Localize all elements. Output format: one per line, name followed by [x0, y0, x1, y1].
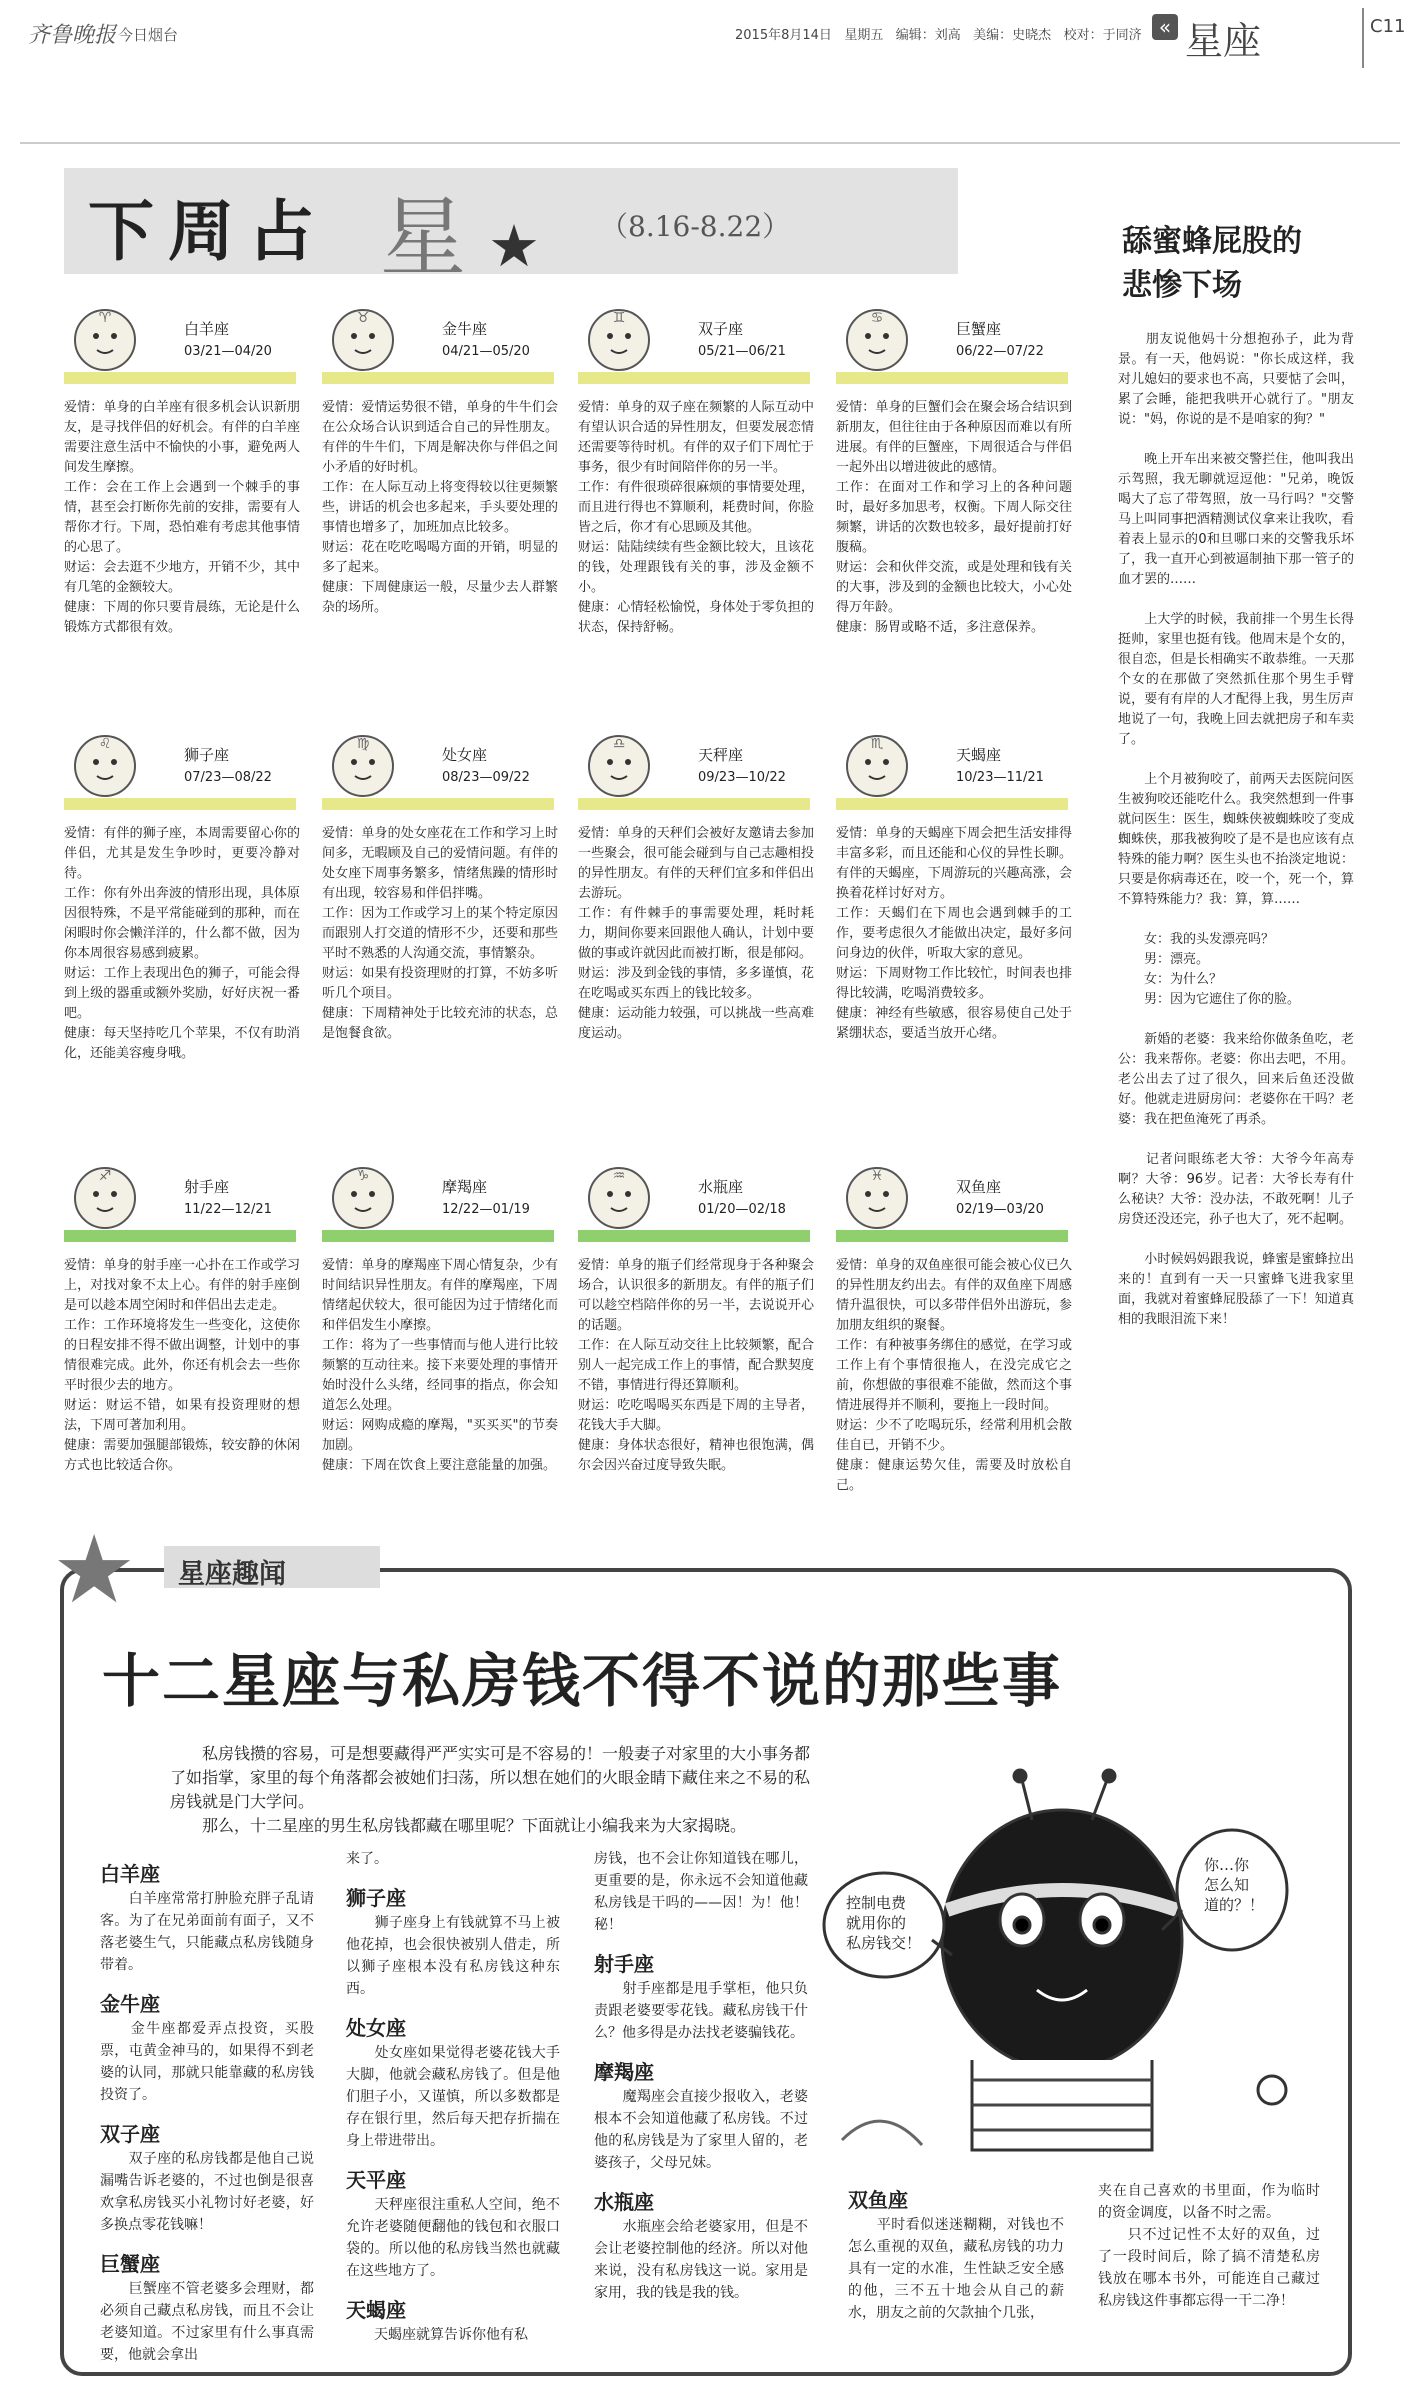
zodiac-dates: 02/19—03/20: [956, 1202, 1044, 1217]
zodiac-dates: 09/23—10/22: [698, 770, 786, 785]
svg-text:♈: ♈: [98, 310, 112, 326]
zodiac-name: 金牛座: [442, 320, 488, 338]
zodiac-mascot-icon: [64, 1158, 146, 1240]
zodiac-dates: 10/23—11/21: [956, 770, 1044, 785]
feature-sign-heading: 水瓶座: [594, 2190, 654, 2214]
issue-date: 2015年8月14日: [735, 28, 832, 43]
zodiac-name: 狮子座: [184, 746, 230, 764]
cartoon-bubble-left-line: 私房钱交！: [846, 1934, 922, 1952]
zodiac-forecast: 爱情：单身的摩羯座下周心情复杂，少有时间结识异性朋友。有伴的摩羯座，下周情绪起伏较大，很可能因为过于情绪化而和伴侣发生小摩擦。 工作：将为了一些事情而与他人进行比较频繁的互动往来。接下来要处理的事情开始时没什么头绪，经同事的指点，你会知道怎么处理。 财运：网购成瘾的摩羯，"买买买"的节奏加剧。 健康：下周在饮食上要注意能量的加强。: [322, 1258, 558, 1473]
svg-text:♐: ♐: [98, 1168, 112, 1184]
zodiac-color-bar: [322, 798, 554, 810]
zodiac-name: 射手座: [184, 1178, 230, 1196]
feature-sign-text: 来了。: [346, 1851, 388, 1867]
zodiac-name: 白羊座: [184, 320, 230, 338]
feature-sign-heading: 双子座: [100, 2122, 160, 2146]
zodiac-color-bar: [64, 798, 296, 810]
feature-sign-text: 双子座的私房钱都是他自己说漏嘴告诉老婆的，不过也倒是很喜欢拿私房钱买小礼物讨好老婆，好多换点零花钱嘛！: [100, 2151, 314, 2233]
svg-text:♉: ♉: [356, 310, 370, 326]
header-divider: [1362, 8, 1364, 68]
feature-intro: 私房钱攒的容易，可是想要藏得严严实实可是不容易的！一般妻子对家里的大小事务都了如指掌，家里的每个角落都会被她们扫荡，所以想在她们的火眼金睛下藏住来之不易的私房钱就是门大学问。 那么，十二星座的男生私房钱都藏在哪里呢？下面就让小编我来为大家揭晓。: [170, 1744, 811, 1835]
side-story-title: [1122, 220, 1302, 308]
star-icon: ★: [52, 1516, 137, 1625]
svg-text:♊: ♊: [612, 310, 626, 326]
zodiac-mascot-icon: [64, 300, 146, 382]
feature-sign-text: 狮子座身上有钱就算不马上被他花掉，也会很快被别人借走，所以狮子座根本没有私房钱这种东西。: [346, 1915, 560, 1997]
weekly-date-range: （8.16-8.22）: [600, 210, 791, 243]
zodiac-dates: 03/21—04/20: [184, 344, 272, 359]
feature-sign-text: 处女座如果觉得老婆花钱大手大脚，他就会藏私房钱了。但是他们胆子小，又谨慎，所以多数都是存在银行里，然后每天把存折揣在身上带进带出。: [346, 2045, 560, 2149]
cartoon-bubble-right-line: 你…你: [1204, 1856, 1250, 1874]
zodiac-name: 摩羯座: [442, 1178, 488, 1196]
feature-sign-heading: 天平座: [346, 2168, 406, 2192]
feature-sign-text: 天蝎座就算告诉你他有私: [346, 2327, 528, 2343]
feature-sign-heading: 白羊座: [100, 1862, 160, 1886]
zodiac-name: 双子座: [698, 320, 744, 338]
feature-sign-text: 天秤座很注重私人空间，绝不允许老婆随便翻他的钱包和衣服口袋的。所以他的私房钱当然也就藏在这些地方了。: [346, 2197, 560, 2279]
feature-sign-heading: 天蝎座: [346, 2298, 406, 2322]
feature-sign-heading: 射手座: [594, 1952, 654, 1976]
edition-name: 今日烟台: [118, 26, 179, 44]
side-story-title-line1: 舔蜜蜂屁股的: [1122, 224, 1302, 259]
zodiac-mascot-icon: [322, 1158, 404, 1240]
zodiac-color-bar: [578, 1230, 810, 1242]
section-title: 星座: [1185, 19, 1262, 63]
zodiac-color-bar: [322, 372, 554, 384]
zodiac-forecast: 爱情：单身的处女座花在工作和学习上时间多，无暇顾及自己的爱情问题。有伴的处女座下周事务繁多，情绪焦躁的情形时有出现，较容易和伴侣拌嘴。 工作：因为工作或学习上的某个特定原因而跟别人打交道的情形不少，还要和那些平时不熟悉的人沟通交流，事情繁杂。 财运：如果有投资理财的打算，不妨多听听几个项目。 健康：下周精神处于比较充沛的状态，总是饱餐食欲。: [322, 826, 558, 1041]
header-meta: [735, 24, 1142, 43]
feature-sign-heading: 处女座: [346, 2016, 406, 2040]
zodiac-mascot-icon: [578, 726, 660, 808]
zodiac-dates: 12/22—01/19: [442, 1202, 530, 1217]
svg-text:♑: ♑: [356, 1168, 370, 1184]
zodiac-forecast: 爱情：单身的双子座在频繁的人际互动中有望认识合适的异性朋友，但要发展恋情还需要等待时机。有伴的双子们下周忙于事务，很少有时间陪伴你的另一半。 工作：有件很琐碎很麻烦的事情要处理，而且进行得也不算顺利，耗费时间，你脸皆之后，你才有心思顾及其他。 财运：陆陆续续有些金额比较大，且该花的钱，处理跟钱有关的事，涉及金额不小。 健康：心情轻松愉悦，身体处于零负担的状态，保持舒畅。: [578, 400, 814, 635]
zodiac-mascot-icon: [836, 300, 918, 382]
zodiac-dates: 08/23—09/22: [442, 770, 530, 785]
feature-sign-heading: 狮子座: [346, 1886, 406, 1910]
zodiac-forecast: 爱情：单身的巨蟹们会在聚会场合结识到新朋友，但往往由于各种原因而难以有所进展。有伴的巨蟹座，下周很适合与伴侣一起外出以增进彼此的感情。 工作：在面对工作和学习上的各种问题时，最好多加思考，权衡。下周人际交往频繁，讲话的次数也较多，最好提前打好腹稿。 财运：会和伙伴交流，或是处理和钱有关的大事，涉及到的金额也比较大，小心处得万年龄。 健康：肠胃或略不适，多注意保养。: [836, 400, 1072, 635]
cartoon-bubble-left: [846, 1894, 921, 1952]
feature-sign-text: 平时看似迷迷糊糊，对钱也不怎么重视的双鱼，藏私房钱的功力具有一定的水准，生性缺乏安全感的他，三不五十地会从自己的薪水，朋友之前的欠款抽个几张，: [848, 2217, 1064, 2321]
zodiac-color-bar: [64, 1230, 296, 1242]
zodiac-name: 天蝎座: [956, 746, 1002, 764]
weekly-title: 下周占: [88, 192, 328, 270]
zodiac-mascot-icon: [578, 300, 660, 382]
chevron-left-icon: «: [1152, 14, 1178, 40]
feature-sign-text: 水瓶座会给老婆家用，但是不会让老婆控制他的经济。所以对他来说，没有私房钱这一说。家用是家用，我的钱是我的钱。: [594, 2219, 808, 2301]
zodiac-name: 处女座: [442, 746, 488, 764]
zodiac-color-bar: [836, 798, 1068, 810]
cartoon-bubble-right-line: 怎么知: [1204, 1876, 1250, 1894]
feature-title: 十二星座与私房钱不得不说的那些事: [102, 1647, 1063, 1715]
feature-sign-heading: 摩羯座: [594, 2060, 654, 2084]
svg-text:♓: ♓: [870, 1168, 884, 1184]
feature-pisces-continued: 夹在自己喜欢的书里面，作为临时的资金调度，以备不时之需。 只不过记性不太好的双鱼，过了一段时间后，除了搞不清楚私房钱放在哪本书外，可能连自己藏过私房钱这件事都忘得一干二净！: [1098, 2183, 1320, 2309]
star-icon: ★: [488, 212, 540, 280]
zodiac-forecast: 爱情：单身的瓶子们经常现身于各种聚会场合，认识很多的新朋友。有伴的瓶子们可以趁空档陪伴你的另一半，去说说开心的话题。 工作：在人际互动交往上比较频繁，配合别人一起完成工作上的事情，配合默契度不错，事情进行得还算顺利。 财运：吃吃喝喝买东西是下周的主导者，花钱大手大脚。 健康：身体状态很好，精神也很饱满，偶尔会因兴奋过度导致失眠。: [578, 1258, 814, 1473]
zodiac-color-bar: [836, 1230, 1068, 1242]
zodiac-forecast: 爱情：单身的射手座一心扑在工作或学习上，对找对象不太上心。有伴的射手座倒是可以趁本周空闲时和伴侣出去走走。 工作：工作环境将发生一些变化，这使你的日程安排不得不做出调整，计划中的事情很难完成。此外，你还有机会去一些你平时很少去的地方。 财运：财运不错，如果有投资理财的想法，下周可著加利用。 健康：需要加强腿部锻炼，较安静的休闲方式也比较适合你。: [64, 1258, 300, 1473]
zodiac-forecast: 爱情：有伴的狮子座，本周需要留心你的伴侣，尤其是发生争吵时，更要冷静对待。 工作：你有外出奔波的情形出现，具体原因很特殊，不是平常能碰到的那种，而在闲暇时你会懒洋洋的，什么都不做，因为你本周很容易感到疲累。 财运：工作上表现出色的狮子，可能会得到上级的器重或额外奖励，好好庆祝一番吧。 健康：每天坚持吃几个苹果，不仅有助消化，还能美容瘦身哦。: [64, 826, 300, 1061]
page-number: C11: [1370, 16, 1406, 37]
zodiac-forecast: 爱情：单身的白羊座有很多机会认识新朋友，是寻找伴侣的好机会。有伴的白羊座需要注意生活中不愉快的小事，避免两人间发生摩擦。 工作：会在工作上会遇到一个棘手的事情，甚至会打断你先前的安排，需要有人帮你才行。下周，恐怕难有考虑其他事情的心思了。 财运：会去逛不少地方，开销不少，其中有几笔的金额较大。 健康：下周的你只要肯晨练，无论是什么锻炼方式都很有效。: [64, 400, 300, 635]
zodiac-name: 双鱼座: [956, 1178, 1002, 1196]
masthead: 齐鲁晚报: [28, 23, 117, 48]
feature-sign-text: 巨蟹座不管老婆多会理财，都必须自己藏点私房钱，而且不会让老婆知道。不过家里有什么事真需要，他就会拿出: [100, 2281, 314, 2363]
zodiac-dates: 04/21—05/20: [442, 344, 530, 359]
proofreader-credit: 校对：于同济: [1063, 28, 1142, 43]
svg-text:♏: ♏: [870, 736, 884, 752]
cartoon-illustration: [822, 1760, 1302, 2180]
zodiac-dates: 11/22—12/21: [184, 1202, 272, 1217]
zodiac-mascot-icon: [836, 1158, 918, 1240]
issue-weekday: 星期五: [844, 28, 884, 43]
zodiac-name: 天秤座: [698, 746, 744, 764]
side-story-title-line2: 悲惨下场: [1122, 268, 1242, 303]
feature-tag: 星座趣闻: [178, 1559, 286, 1590]
zodiac-color-bar: [578, 372, 810, 384]
svg-text:♋: ♋: [870, 310, 884, 326]
zodiac-name: 水瓶座: [698, 1178, 744, 1196]
zodiac-dates: 01/20—02/18: [698, 1202, 786, 1217]
zodiac-dates: 07/23—08/22: [184, 770, 272, 785]
feature-sign-heading: 巨蟹座: [100, 2252, 160, 2276]
zodiac-forecast: 爱情：单身的双鱼座很可能会被心仪已久的异性朋友约出去。有伴的双鱼座下周感情升温很快，可以多带伴侣外出游玩，参加朋友组织的聚餐。 工作：有种被事务绑住的感觉，在学习或工作上有个事情很拖人，在没完成它之前，你想做的事很难不能做，然而这个事情进展得并不顺利，要拖上一段时间。 财运：少不了吃喝玩乐，经常利用机会散佳自已，开销不少。 健康：健康运势欠佳，需要及时放松自己。: [836, 1258, 1072, 1493]
feature-sign-heading: 双鱼座: [848, 2188, 908, 2212]
editor-credit: 编辑：刘高: [895, 28, 961, 43]
header-rule: [20, 142, 1400, 144]
feature-sign-text: 白羊座常常打肿脸充胖子乱请客。为了在兄弟面前有面子，又不落老婆生气，只能藏点私房钱随身带着。: [100, 1891, 314, 1973]
zodiac-forecast: 爱情：单身的天蝎座下周会把生活安排得丰富多彩，而且还能和心仪的异性长聊。有伴的天蝎座，下周游玩的兴趣高涨，会换着花样讨好对方。 工作：天蝎们在下周也会遇到棘手的工作，要考虑很久才能做出决定，最好多问问身边的伙伴，听取大家的意见。 财运：下周财物工作比较忙，时间表也排得比较满，吃喝消费较多。 健康：神经有些敏感，很容易使自己处于紧绷状态，要适当放开心绪。: [836, 826, 1072, 1041]
svg-text:♎: ♎: [612, 736, 626, 752]
zodiac-mascot-icon: [64, 726, 146, 808]
cartoon-bubble-right-line: 道的？！: [1204, 1896, 1265, 1914]
cartoon-bubble-left-line: 控制电费: [846, 1894, 907, 1912]
zodiac-dates: 06/22—07/22: [956, 344, 1044, 359]
feature-sign-text: 金牛座都爱弄点投资，买股票，屯黄金神马的，如果得不到老婆的认同，那就只能靠藏的私房钱投资了。: [100, 2021, 314, 2103]
zodiac-color-bar: [836, 372, 1068, 384]
feature-sign-text: 射手座都是甩手掌柜，他只负责跟老婆要零花钱。藏私房钱干什么？他多得是办法找老婆骗钱花。: [594, 1981, 808, 2041]
zodiac-forecast: 爱情：爱情运势很不错，单身的牛牛们会在公众场合认识到适合自己的异性朋友。有伴的牛牛们，下周是解决你与伴侣之间小矛盾的好时机。 工作：在人际互动上将变得较以往更频繁些，讲话的机会也多起来，手头要处理的事情也增多了，加班加点比较多。 财运：花在吃吃喝喝方面的开销，明显的多了起来。 健康：下周健康运一般，尽量少去人群繁杂的场所。: [322, 400, 558, 615]
feature-sign-text: 魔羯座会直接少报收入，老婆根本不会知道他藏了私房钱。不过他的私房钱是为了家里人留的，老婆孩子，父母兄妹。: [594, 2089, 808, 2171]
svg-text:♒: ♒: [612, 1168, 626, 1184]
zodiac-color-bar: [64, 372, 296, 384]
zodiac-name: 巨蟹座: [956, 320, 1002, 338]
zodiac-mascot-icon: [322, 300, 404, 382]
zodiac-color-bar: [322, 1230, 554, 1242]
zodiac-forecast: 爱情：单身的天秤们会被好友邀请去参加一些聚会，很可能会碰到与自己志趣相投的异性朋友。有伴的天秤们宜多和伴侣出去游玩。 工作：有件棘手的事需要处理，耗时耗力，期间你要来回跟他人确认，计划中要做的事或许就因此而被打断，很是郁闷。 财运：涉及到金钱的事情，多多谨慎，花在吃喝或买东西上的钱比较多。 健康：运动能力较强，可以挑战一些高难度运动。: [578, 826, 814, 1041]
svg-text:♌: ♌: [98, 736, 112, 752]
side-story-text: 朋友说他妈十分想抱孙子，此为背景。有一天，他妈说："你长成这样，我对儿媳妇的要求也不高，只要惦了会叫，累了会睡，能把我哄开心就行了。"朋友说："妈，你说的是不是咱家的狗？" 晚上开车出来被交警拦住，他叫我出示驾照，我无聊就逗逗他："兄弟，晚饭喝大了忘了带驾照，放一马行吗？"交警马上叫同事把酒精测试仪拿来让我吹，看着表上显示的0和旦哪口来的交警我乐坏了，我一直开心到被逼制抽下那一管子的血才罢的…… 上大学的时候，我前排一个男生长得挺帅，家里也挺有钱。他周末是个女的，很自恋，但是长相确实不敢恭维。一天那个女的在那做了突然抓住那个男生手臂说，要有有岸的人才配得上我，男生厉声地说了一句，我晚上回去就把房子和车卖了。 上个月被狗咬了，前两天去医院问医生被狗咬还能吃什么。我突然想到一件事就问医生：医生，蜘蛛侠被蜘蛛咬了变成蜘蛛侠，那我被狗咬了是不是也应该有点特殊的能力啊？医生头也不抬淡定地说：只要是你病毒还在，咬一个，死一个，算不算特殊能力？我：算，算…… 女：我的头发漂亮吗？ 男：漂亮。 女：为什么？ 男：因为它遮住了你的脸。 新婚的老婆：我来给你做条鱼吃，老公：我来帮你。老婆：你出去吧，不用。老公出去了过了很久，回来后鱼还没做好。他就走进厨房问：老婆你在干吗？老婆：我在把鱼淹死了再杀。 记者问眼练老大爷：大爷今年高寿啊？大爷：96岁。记者：大爷长寿有什么秘诀？大爷：没办法，不敢死啊！儿子房贷还没还完，孙子也大了，死不起啊。 小时候妈妈跟我说，蜂蜜是蜜蜂拉出来的！直到有一天一只蜜蜂飞进我家里面，我就对着蜜蜂屁股舔了一下！知道真相的我眼泪流下来！: [1118, 332, 1354, 1327]
zodiac-mascot-icon: [578, 1158, 660, 1240]
zodiac-mascot-icon: [322, 726, 404, 808]
zodiac-mascot-icon: [836, 726, 918, 808]
zodiac-color-bar: [578, 798, 810, 810]
zodiac-dates: 05/21—06/21: [698, 344, 786, 359]
svg-text:♍: ♍: [356, 736, 370, 752]
feature-sign-heading: 金牛座: [100, 1992, 160, 2016]
weekly-title-star-char: 星: [380, 188, 466, 288]
art-editor-credit: 美编：史晓杰: [973, 28, 1052, 43]
feature-sign-text: 房钱，也不会让你知道钱在哪儿，更重要的是，你永远不会知道他藏私房钱是干吗的——因！为！他！秘！: [594, 1851, 808, 1933]
cartoon-bubble-left-line: 就用你的: [846, 1914, 907, 1932]
